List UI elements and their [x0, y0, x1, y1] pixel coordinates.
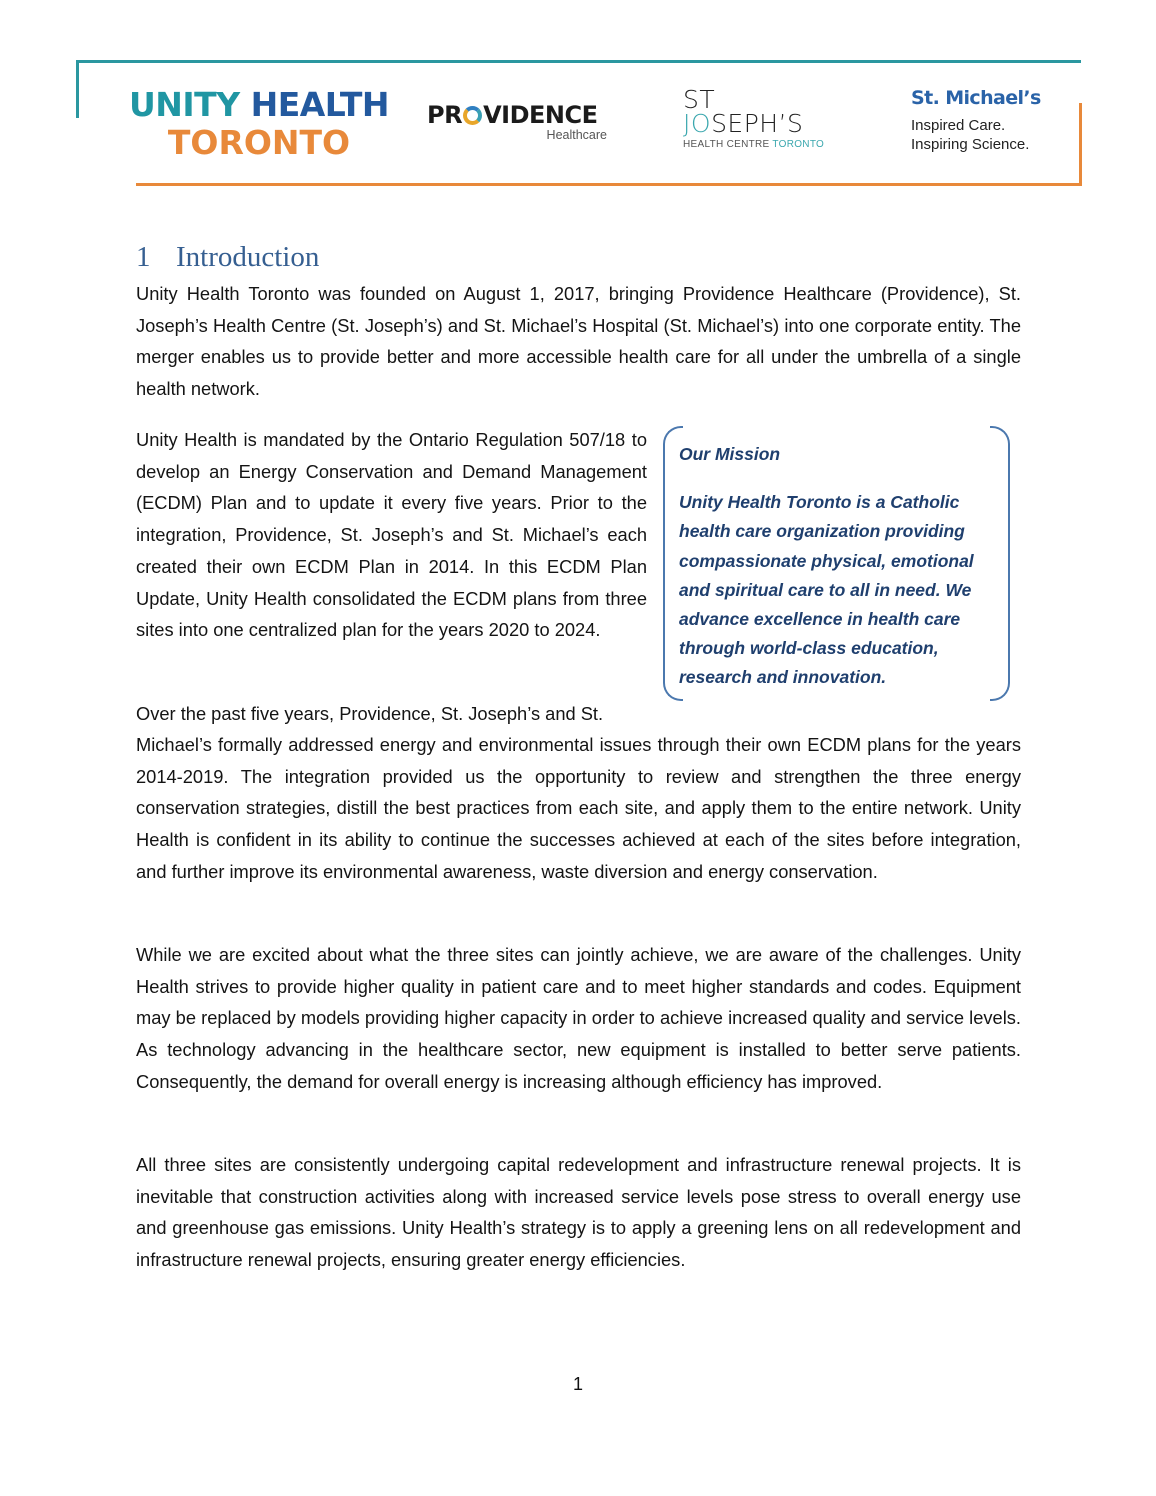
logo-toronto-text: TORONTO — [167, 123, 351, 162]
logo-providence-vidence: VIDENCE — [483, 101, 598, 129]
logo-stj-st: ST — [683, 85, 716, 114]
logo-stm-tagline-1: Inspired Care. — [911, 117, 1006, 134]
mission-body: Unity Health Toronto is a Catholic health care organization providing compassionate physical, emotional and spiritual care to all in need. We advance excellence in health care through world-class education, research and innovation. — [679, 492, 974, 688]
mission-callout — [663, 426, 1010, 701]
paragraph-history-first-line: Over the past five years, Providence, St. Joseph’s and St. — [136, 703, 604, 724]
header-top-rule — [76, 60, 1081, 63]
unity-health-toronto-logo — [124, 86, 394, 162]
paragraph-history: Michael’s formally addressed energy and environmental issues through their own ECDM plans for the years 2014-2019. The integration provided us the opportunity to review and strengthen the three energy conservation strategies, distill the best practices from each site, and apply them to the entire network. Unity Health is confident in its ability to continue the successes achieved at each of the sites before integration, and further improve its environmental awareness, waste diversion and energy conservation. — [136, 734, 1021, 882]
section-heading — [136, 238, 319, 276]
page-number: 1 — [572, 1374, 583, 1394]
logo-stj-seph: SEPH’S — [711, 109, 804, 138]
st-michaels-logo — [911, 86, 1071, 154]
st-josephs-logo — [683, 85, 853, 150]
logo-unity-text: UNITY — [128, 85, 240, 124]
logo-providence-subtitle: Healthcare — [546, 128, 607, 142]
logo-stj-jo: JO — [683, 109, 712, 138]
paragraph-founding: Unity Health Toronto was founded on August 1, 2017, bringing Providence Healthcare (Providence), St. Joseph’s Health Centre (St. Joseph’s) and St. Michael’s Hospital (St. Michael’s) into one corporate entity. The merger enables us to provide better and more accessible health care for all under the umbrella of a single health network. — [136, 283, 1021, 400]
providence-ring-icon — [463, 106, 482, 125]
logo-providence-pr: PR — [427, 101, 463, 129]
logo-stj-sub-dark: HEALTH CENTRE — [683, 139, 773, 150]
logo-stj-line2 — [683, 109, 853, 138]
section-number: 1 — [136, 241, 151, 273]
header-right-rule — [1079, 103, 1082, 186]
header-bottom-rule — [136, 183, 1082, 186]
paragraph-mandate: Unity Health is mandated by the Ontario Regulation 507/18 to develop an Energy Conservation and Demand Management (ECDM) Plan and to update it every five years. Prior to the integration, Providence, St. Joseph’s and St. Michael’s each created their own ECDM Plan in 2014. In this ECDM Plan Update, Unity Health consolidated the ECDM plans from three sites into one centralized plan for the years 2020 to 2024. — [136, 429, 647, 641]
providence-healthcare-logo — [427, 101, 609, 141]
logo-health-text: HEALTH — [250, 85, 389, 124]
mission-title: Our Mission — [679, 444, 781, 464]
paragraph-redevelopment: All three sites are consistently undergoing capital redevelopment and infrastructure renewal projects. It is inevitable that construction activities along with increased service levels pose stress to overall energy use and greenhouse gas emissions. Unity Health’s strategy is to apply a greening lens on all redevelopment and infrastructure renewal projects, ensuring greater energy efficiencies. — [136, 1154, 1021, 1271]
logo-stm-tagline-2: Inspiring Science. — [911, 136, 1030, 153]
section-title: Introduction — [176, 241, 320, 273]
logo-stj-subtitle — [683, 139, 853, 150]
paragraph-challenges: While we are excited about what the three sites can jointly achieve, we are aware of the challenges. Unity Health strives to provide higher quality in patient care and to meet higher standards and codes. Equipment may be replaced by models providing higher capacity in order to achieve increased quality and service levels. As technology advancing in the healthcare sector, new equipment is installed to better serve patients. Consequently, the demand for overall energy is increasing although efficiency has improved. — [136, 944, 1021, 1092]
logo-stm-name: St. Michael’s — [911, 87, 1041, 109]
logo-stj-sub-teal: TORONTO — [772, 139, 825, 150]
header-left-rule — [76, 60, 79, 118]
